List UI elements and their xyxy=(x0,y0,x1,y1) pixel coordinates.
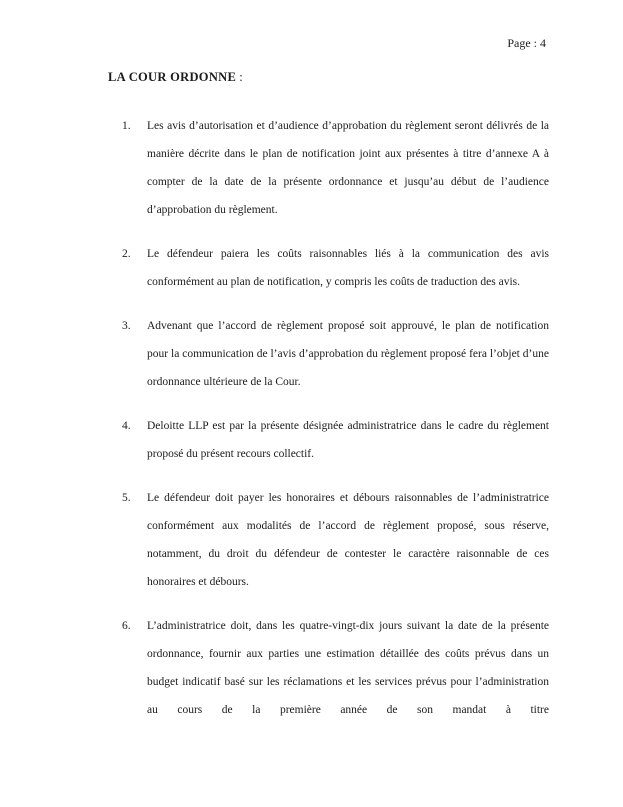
order-item-5-number: 5. xyxy=(122,492,131,504)
order-item-6 xyxy=(122,612,549,724)
order-item-6-number: 6. xyxy=(122,620,131,632)
order-item-1-number: 1. xyxy=(122,120,131,132)
order-item-6-text: L’administratrice doit, dans les quatre-vingt-dix jours suivant la date de la présente ordonnance, fournir aux parties une estimation détaillée des coûts prévus dans un budget indicatif basé sur les réclamations et les services prévus pour l’administration au cours de la première année de son mandat à titre xyxy=(147,620,549,716)
order-item-2 xyxy=(122,240,549,296)
order-heading-colon: : xyxy=(236,70,243,84)
order-item-5 xyxy=(122,484,549,596)
order-item-1-text: Les avis d’autorisation et d’audience d’approbation du règlement seront délivrés de la manière décrite dans le plan de notification joint aux présentes à titre d’annexe A à compter de la date de la présente ordonnance et jusqu’au début de l’audience d’approbation du règlement. xyxy=(147,120,549,216)
order-heading-label: LA COUR ORDONNE xyxy=(108,70,237,84)
order-item-3-text: Advenant que l’accord de règlement proposé soit approuvé, le plan de notification pour la communication de l’avis d’approbation du règlement proposé fera l’objet d’une ordonnance ultérieure de la Cour. xyxy=(147,320,549,388)
order-item-3-number: 3. xyxy=(122,320,131,332)
order-item-2-text: Le défendeur paiera les coûts raisonnables liés à la communication des avis conformément au plan de notification, y compris les coûts de traduction des avis. xyxy=(147,248,549,288)
order-item-3 xyxy=(122,312,549,396)
order-item-1 xyxy=(122,112,549,224)
order-item-5-text: Le défendeur doit payer les honoraires et débours raisonnables de l’administratrice conformément aux modalités de l’accord de règlement proposé, sous réserve, notamment, du droit du défendeur de contester le caractère raisonnable de ces honoraires et débours. xyxy=(147,492,549,588)
order-item-4 xyxy=(122,412,549,468)
page-number: Page : 4 xyxy=(507,36,546,50)
order-list xyxy=(122,112,549,740)
order-heading xyxy=(108,70,243,85)
order-item-4-text: Deloitte LLP est par la présente désignée administratrice dans le cadre du règlement proposé du présent recours collectif. xyxy=(147,420,549,460)
order-item-2-number: 2. xyxy=(122,248,131,260)
order-item-4-number: 4. xyxy=(122,420,131,432)
